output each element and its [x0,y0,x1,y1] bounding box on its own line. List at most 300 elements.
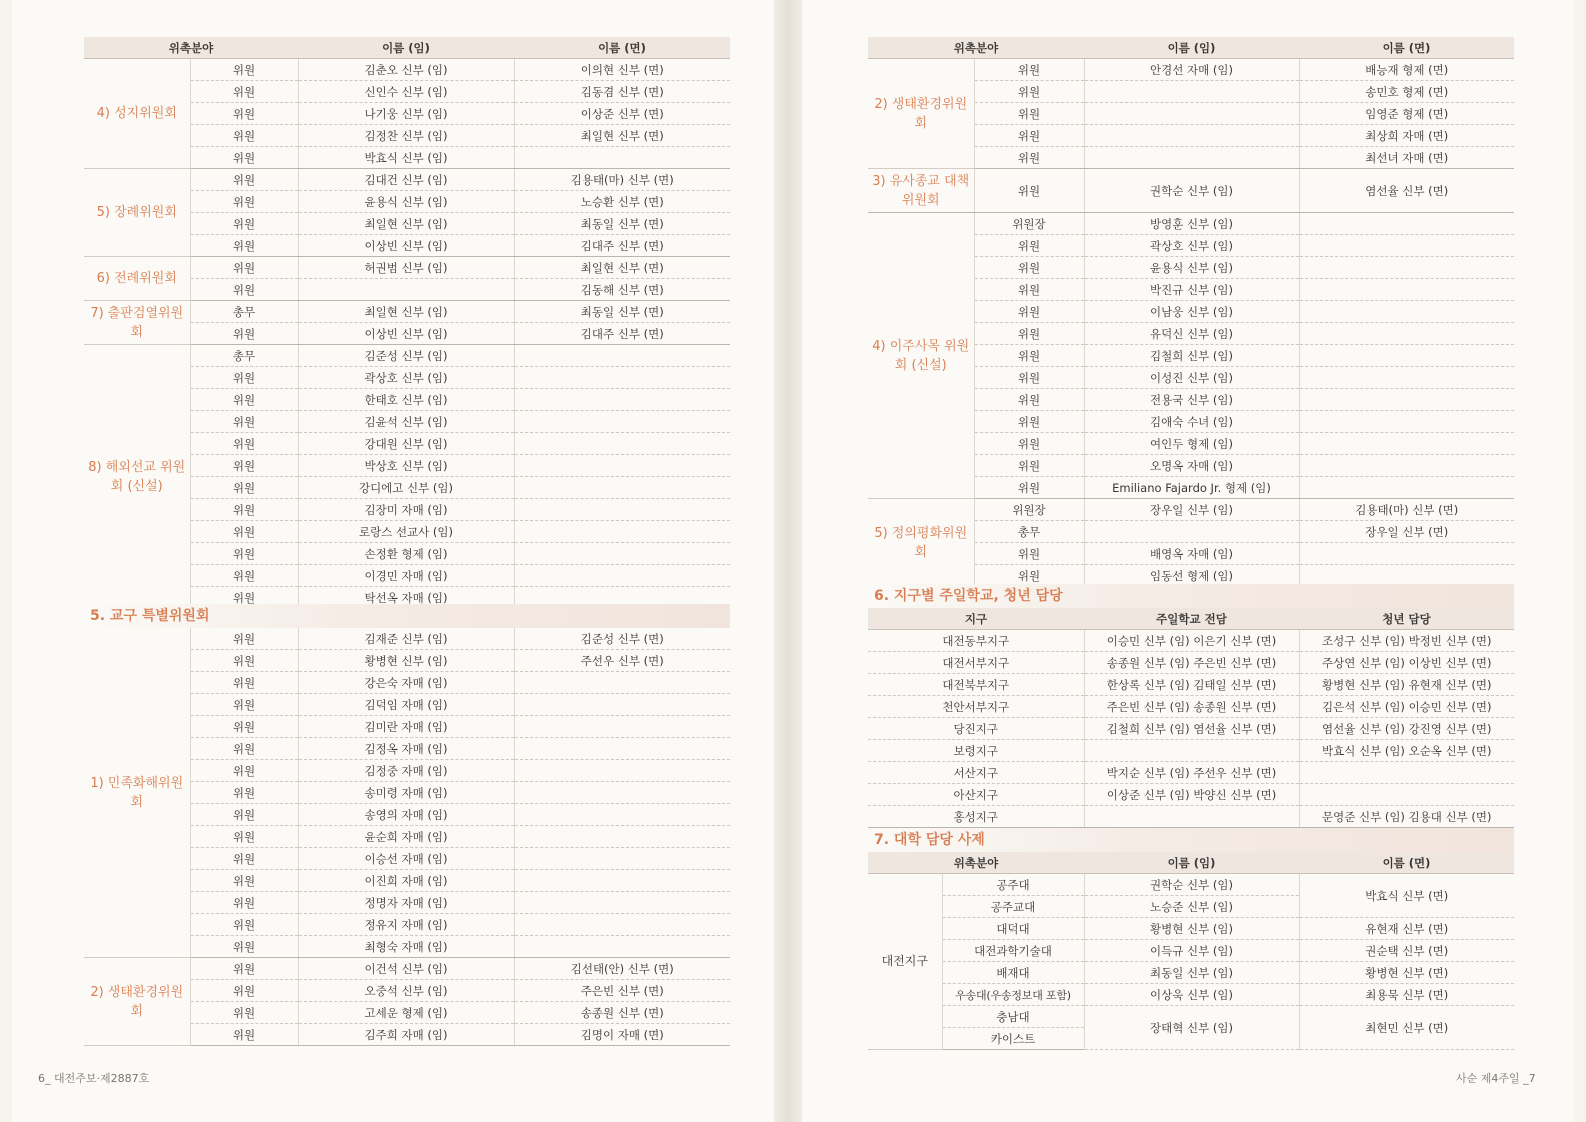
name-myeon-cell [514,433,730,455]
youth-cell: 박효식 신부 (임) 오순옥 신부 (면) [1299,740,1514,762]
role-cell: 위원 [190,169,298,191]
name-im-cell: 탁선옥 자매 (임) [298,587,514,609]
name-myeon-cell: 주선우 신부 (면) [514,650,730,672]
name-im-cell: 권학순 신부 (임) [1084,169,1299,213]
name-myeon-cell [514,738,730,760]
name-im-cell: 김덕임 자매 (임) [298,694,514,716]
name-myeon-cell [514,367,730,389]
sunday-school-cell: 주은빈 신부 (임) 송종원 신부 (면) [1084,696,1299,718]
name-myeon-cell [514,760,730,782]
role-cell: 위원 [190,191,298,213]
role-cell: 위원 [190,433,298,455]
univ-im: 황병현 신부 (임) [1084,918,1299,940]
committee-name: 1) 민족화해위원회 [84,628,190,958]
name-im-cell: 김미란 자매 (임) [298,716,514,738]
univ-name: 카이스트 [942,1028,1084,1050]
name-im-cell: 강은숙 자매 (임) [298,672,514,694]
sunday-school-cell: 박지순 신부 (임) 주선우 신부 (면) [1084,762,1299,784]
role-cell: 위원 [190,235,298,257]
table-row [868,740,1514,762]
name-im-cell: 유덕신 신부 (임) [1084,323,1299,345]
name-im-cell: 전용국 신부 (임) [1084,389,1299,411]
name-im-cell: 곽상호 신부 (임) [1084,235,1299,257]
name-im-cell: 김애숙 수녀 (임) [1084,411,1299,433]
university-table [868,852,1514,1050]
name-myeon-cell [514,389,730,411]
table-row [868,674,1514,696]
role-cell: 위원 [190,892,298,914]
role-cell: 위원 [190,477,298,499]
table-row [84,257,730,279]
name-myeon-cell [514,892,730,914]
name-myeon-cell: 최동일 신부 (면) [514,213,730,235]
name-im-cell [1084,147,1299,169]
name-im-cell: 여인두 형제 (임) [1084,433,1299,455]
committee-name: 6) 전례위원회 [84,257,190,301]
name-im-cell: 송영의 자매 (임) [298,804,514,826]
name-myeon-cell: 최상희 자매 (면) [1299,125,1514,147]
role-cell: 위원 [190,81,298,103]
role-cell: 위원 [190,804,298,826]
name-myeon-cell: 김용태(마) 신부 (면) [514,169,730,191]
role-cell: 위원 [190,411,298,433]
header-field: 위촉분야 [868,37,1084,59]
name-myeon-cell: 김동해 신부 (면) [514,279,730,301]
youth-cell [1299,762,1514,784]
name-im-cell: 김준성 신부 (임) [298,345,514,367]
role-cell: 위원 [974,389,1084,411]
district-name: 대전동부지구 [868,630,1084,652]
committee-name: 2) 생태환경위원회 [84,958,190,1046]
name-im-cell: 최형숙 자매 (임) [298,936,514,958]
header-field: 위촉분야 [84,37,298,59]
role-cell: 위원 [190,103,298,125]
name-im-cell: 이경민 자매 (임) [298,565,514,587]
role-cell: 위원 [190,367,298,389]
header-name-myeon: 이름 (면) [514,37,730,59]
univ-myeon: 유현재 신부 (면) [1299,918,1514,940]
region-label: 대전지구 [868,874,942,1050]
name-myeon-cell [1299,367,1514,389]
univ-name: 충남대 [942,1006,1084,1028]
role-cell: 위원 [190,455,298,477]
univ-name: 공주교대 [942,896,1084,918]
table-row [84,958,730,980]
header-name-im: 이름 (임) [1084,852,1299,874]
role-cell: 위원 [190,826,298,848]
sunday-school-cell: 송종원 신부 (임) 주은빈 신부 (면) [1084,652,1299,674]
footer-left: 6_ 대전주보·제2887호 [38,1072,150,1085]
youth-cell: 문영준 신부 (임) 김용대 신부 (면) [1299,806,1514,828]
role-cell: 위원 [974,235,1084,257]
name-myeon-cell: 장우일 신부 (면) [1299,521,1514,543]
name-im-cell: 곽상호 신부 (임) [298,367,514,389]
role-cell: 위원 [974,323,1084,345]
role-cell: 위원 [974,477,1084,499]
district-name: 천안서부지구 [868,696,1084,718]
name-im-cell: 손정환 형제 (임) [298,543,514,565]
committee-name: 8) 해외선교 위원회 (신설) [84,345,190,609]
name-im-cell: Emiliano Fajardo Jr. 형제 (임) [1084,477,1299,499]
role-cell: 위원 [190,958,298,980]
name-myeon-cell [514,914,730,936]
role-cell: 위원 [190,587,298,609]
name-myeon-cell [514,936,730,958]
district-name: 대전서부지구 [868,652,1084,674]
name-im-cell: 김재준 신부 (임) [298,628,514,650]
district-name: 당진지구 [868,718,1084,740]
committee-name: 4) 성지위원회 [84,59,190,169]
page-gutter [774,0,802,1122]
name-im-cell: 강대원 신부 (임) [298,433,514,455]
role-cell: 위원 [190,980,298,1002]
youth-cell: 주상연 신부 (임) 이상빈 신부 (면) [1299,652,1514,674]
role-cell: 위원 [974,125,1084,147]
name-im-cell: 이남웅 신부 (임) [1084,301,1299,323]
name-im-cell: 고세운 형제 (임) [298,1002,514,1024]
name-myeon-cell [514,826,730,848]
name-im-cell [1084,81,1299,103]
role-cell: 위원 [190,257,298,279]
univ-im: 권학순 신부 (임) [1084,874,1299,896]
name-im-cell: 박상호 신부 (임) [298,455,514,477]
header-district: 지구 [868,608,1084,630]
district-name: 서산지구 [868,762,1084,784]
name-im-cell: 이건석 신부 (임) [298,958,514,980]
name-im-cell: 로랑스 선교사 (임) [298,521,514,543]
name-myeon-cell [1299,323,1514,345]
name-im-cell: 오명옥 자매 (임) [1084,455,1299,477]
youth-cell: 황병현 신부 (임) 유현재 신부 (면) [1299,674,1514,696]
name-myeon-cell: 임영준 형제 (면) [1299,103,1514,125]
name-im-cell [1084,103,1299,125]
table-row [84,345,730,367]
sunday-school-cell: 김철희 신부 (임) 염선율 신부 (면) [1084,718,1299,740]
role-cell: 위원 [190,738,298,760]
role-cell: 위원 [190,389,298,411]
name-im-cell: 강디에고 신부 (임) [298,477,514,499]
table-row [868,652,1514,674]
committee-name: 3) 유사종교 대책위원회 [868,169,974,213]
committee-name: 2) 생태환경위원회 [868,59,974,169]
univ-im: 최동일 신부 (임) [1084,962,1299,984]
role-cell: 위원 [974,103,1084,125]
role-cell: 위원 [190,760,298,782]
committee-name: 4) 이주사목 위원회 (신설) [868,213,974,499]
name-myeon-cell [514,455,730,477]
name-im-cell: 김철희 신부 (임) [1084,345,1299,367]
name-im-cell: 김정찬 신부 (임) [298,125,514,147]
name-im-cell: 이진희 자매 (임) [298,870,514,892]
role-cell: 위원 [190,565,298,587]
district-name: 홍성지구 [868,806,1084,828]
role-cell: 위원 [190,499,298,521]
name-im-cell [1084,125,1299,147]
table-row [868,499,1514,521]
committee-name: 5) 장례위원회 [84,169,190,257]
univ-name: 공주대 [942,874,1084,896]
name-myeon-cell [1299,455,1514,477]
name-im-cell: 황병현 신부 (임) [298,650,514,672]
table-row [868,718,1514,740]
sunday-school-cell: 한상록 신부 (임) 김태일 신부 (면) [1084,674,1299,696]
header-field: 위촉분야 [868,852,1084,874]
role-cell: 위원 [974,543,1084,565]
univ-name: 배재대 [942,962,1084,984]
role-cell: 위원장 [974,213,1084,235]
name-im-cell: 허권범 신부 (임) [298,257,514,279]
table-row [868,213,1514,235]
role-cell: 위원 [974,367,1084,389]
name-myeon-cell [1299,301,1514,323]
header-name-myeon: 이름 (면) [1299,37,1514,59]
district-table [868,608,1514,828]
youth-cell: 염선율 신부 (임) 강진영 신부 (면) [1299,718,1514,740]
table-row [868,696,1514,718]
name-myeon-cell [1299,257,1514,279]
table-row [84,628,730,650]
role-cell: 위원 [190,521,298,543]
role-cell: 총무 [974,521,1084,543]
role-cell: 위원 [190,279,298,301]
name-im-cell: 최일현 신부 (임) [298,301,514,323]
role-cell: 위원 [974,169,1084,213]
univ-name: 우송대(우송정보대 포함) [942,984,1084,1006]
name-myeon-cell [514,477,730,499]
header-sunday-school: 주일학교 전담 [1084,608,1299,630]
district-name: 아산지구 [868,784,1084,806]
univ-name: 대전과학기술대 [942,940,1084,962]
committee-table-right [868,37,1514,587]
name-myeon-cell [1299,543,1514,565]
name-im-cell: 안경선 자매 (임) [1084,59,1299,81]
table-row [868,806,1514,828]
role-cell: 위원 [190,914,298,936]
univ-name: 대덕대 [942,918,1084,940]
name-myeon-cell [514,804,730,826]
name-myeon-cell: 최동일 신부 (면) [514,301,730,323]
table-row [84,169,730,191]
name-im-cell: 정명자 자매 (임) [298,892,514,914]
name-myeon-cell [514,716,730,738]
name-im-cell: 윤용식 신부 (임) [1084,257,1299,279]
name-im-cell: 윤용식 신부 (임) [298,191,514,213]
name-myeon-cell [514,499,730,521]
name-myeon-cell [514,521,730,543]
role-cell: 위원 [190,716,298,738]
name-myeon-cell: 배능재 형제 (면) [1299,59,1514,81]
role-cell: 위원 [190,125,298,147]
name-myeon-cell [514,672,730,694]
name-im-cell: 최일현 신부 (임) [298,213,514,235]
name-myeon-cell [514,870,730,892]
role-cell: 위원 [974,345,1084,367]
name-myeon-cell: 김선태(안) 신부 (면) [514,958,730,980]
table-row [84,301,730,323]
role-cell: 위원 [190,848,298,870]
name-im-cell: 배영옥 자매 (임) [1084,543,1299,565]
role-cell: 위원 [190,936,298,958]
role-cell: 위원 [190,650,298,672]
name-myeon-cell [1299,235,1514,257]
name-im-cell: 방영훈 신부 (임) [1084,213,1299,235]
name-myeon-cell: 김명이 자매 (면) [514,1024,730,1046]
univ-im: 이상욱 신부 (임) [1084,984,1299,1006]
role-cell: 위원 [974,279,1084,301]
footer-right: 사순 제4주일 _7 [1456,1072,1536,1085]
table-row [868,762,1514,784]
name-myeon-cell: 노승환 신부 (면) [514,191,730,213]
committee-name: 7) 출판검열위원회 [84,301,190,345]
name-myeon-cell: 최일현 신부 (면) [514,125,730,147]
header-name-myeon: 이름 (면) [1299,852,1514,874]
role-cell: 위원 [974,433,1084,455]
name-im-cell: 장우일 신부 (임) [1084,499,1299,521]
name-im-cell: 김대건 신부 (임) [298,169,514,191]
name-im-cell [298,279,514,301]
role-cell: 위원 [974,81,1084,103]
name-myeon-cell: 김동겸 신부 (면) [514,81,730,103]
name-im-cell: 나기웅 신부 (임) [298,103,514,125]
univ-im: 노승준 신부 (임) [1084,896,1299,918]
role-cell: 위원 [190,628,298,650]
role-cell: 위원 [974,301,1084,323]
name-myeon-cell [514,782,730,804]
name-myeon-cell: 이상준 신부 (면) [514,103,730,125]
role-cell: 위원 [974,455,1084,477]
table-row [868,630,1514,652]
table-row [868,59,1514,81]
name-myeon-cell [514,543,730,565]
sunday-school-cell: 이상준 신부 (임) 박양신 신부 (면) [1084,784,1299,806]
name-im-cell: 오중석 신부 (임) [298,980,514,1002]
name-myeon-cell: 김대주 신부 (면) [514,235,730,257]
name-im-cell: 김주희 자매 (임) [298,1024,514,1046]
role-cell: 총무 [190,301,298,323]
header-name-im: 이름 (임) [298,37,514,59]
name-myeon-cell [1299,477,1514,499]
role-cell: 위원 [190,694,298,716]
role-cell: 위원 [190,147,298,169]
table-row [84,59,730,81]
name-myeon-cell: 최선녀 자매 (면) [1299,147,1514,169]
name-myeon-cell: 송종원 신부 (면) [514,1002,730,1024]
name-im-cell: 김정중 자매 (임) [298,760,514,782]
name-myeon-cell [514,694,730,716]
univ-im: 이득규 신부 (임) [1084,940,1299,962]
table-row [868,169,1514,213]
role-cell: 위원 [190,782,298,804]
name-im-cell: 김윤석 신부 (임) [298,411,514,433]
name-myeon-cell: 주은빈 신부 (면) [514,980,730,1002]
name-myeon-cell: 염선율 신부 (면) [1299,169,1514,213]
section-title-special-committees: 5. 교구 특별위원회 [84,604,730,628]
name-myeon-cell: 최일현 신부 (면) [514,257,730,279]
district-name: 보령지구 [868,740,1084,762]
name-im-cell: 김장미 자매 (임) [298,499,514,521]
name-im-cell: 신인수 신부 (임) [298,81,514,103]
role-cell: 위원 [190,59,298,81]
name-myeon-cell: 송민호 형제 (면) [1299,81,1514,103]
name-im-cell: 한태호 신부 (임) [298,389,514,411]
header-youth: 청년 담당 [1299,608,1514,630]
sunday-school-cell [1084,806,1299,828]
name-myeon-cell: 김대주 신부 (면) [514,323,730,345]
name-myeon-cell [514,565,730,587]
name-im-cell: 윤순희 자매 (임) [298,826,514,848]
role-cell: 위원장 [974,499,1084,521]
role-cell: 위원 [190,1002,298,1024]
role-cell: 위원 [190,323,298,345]
name-im-cell [1084,521,1299,543]
name-myeon-cell [514,848,730,870]
name-im-cell: 이상빈 신부 (임) [298,235,514,257]
name-myeon-cell [1299,279,1514,301]
name-im-cell: 정유지 자매 (임) [298,914,514,936]
section-title-district: 6. 지구별 주일학교, 청년 담당 [868,584,1514,608]
sunday-school-cell: 이승민 신부 (임) 이은기 신부 (면) [1084,630,1299,652]
role-cell: 위원 [974,147,1084,169]
youth-cell [1299,784,1514,806]
univ-myeon: 최현민 신부 (면) [1299,1006,1514,1050]
name-myeon-cell: 이의현 신부 (면) [514,59,730,81]
name-im-cell: 박진규 신부 (임) [1084,279,1299,301]
name-myeon-cell: 김용태(마) 신부 (면) [1299,499,1514,521]
univ-myeon: 최용묵 신부 (면) [1299,984,1514,1006]
role-cell: 위원 [974,257,1084,279]
role-cell: 위원 [190,213,298,235]
name-im-cell: 송미령 자매 (임) [298,782,514,804]
name-myeon-cell [1299,389,1514,411]
youth-cell: 조성구 신부 (임) 박정빈 신부 (면) [1299,630,1514,652]
sunday-school-cell [1084,740,1299,762]
name-im-cell: 이승선 자매 (임) [298,848,514,870]
role-cell: 위원 [190,672,298,694]
univ-im: 장태혁 신부 (임) [1084,1006,1299,1050]
name-im-cell: 이성진 신부 (임) [1084,367,1299,389]
name-im-cell: 박효식 신부 (임) [298,147,514,169]
name-myeon-cell [514,411,730,433]
district-name: 대전북부지구 [868,674,1084,696]
committee-table-left [84,37,730,609]
role-cell: 위원 [190,870,298,892]
univ-myeon: 권순택 신부 (면) [1299,940,1514,962]
name-myeon-cell [1299,433,1514,455]
header-name-im: 이름 (임) [1084,37,1299,59]
role-cell: 위원 [974,565,1084,587]
name-myeon-cell [1299,213,1514,235]
youth-cell: 김은석 신부 (임) 이승민 신부 (면) [1299,696,1514,718]
name-im-cell: 김춘오 신부 (임) [298,59,514,81]
univ-myeon: 황병현 신부 (면) [1299,962,1514,984]
role-cell: 위원 [974,411,1084,433]
table-row [868,784,1514,806]
role-cell: 위원 [974,59,1084,81]
name-myeon-cell [514,147,730,169]
role-cell: 위원 [190,1024,298,1046]
name-myeon-cell [1299,345,1514,367]
name-myeon-cell [514,345,730,367]
role-cell: 위원 [190,543,298,565]
section-title-university: 7. 대학 담당 사제 [868,828,1514,852]
name-im-cell: 이상빈 신부 (임) [298,323,514,345]
name-im-cell: 김정옥 자매 (임) [298,738,514,760]
special-committee-table [84,628,730,1046]
name-myeon-cell [1299,411,1514,433]
role-cell: 총무 [190,345,298,367]
univ-myeon: 박효식 신부 (면) [1299,874,1514,918]
committee-name: 5) 정의평화위원회 [868,499,974,587]
